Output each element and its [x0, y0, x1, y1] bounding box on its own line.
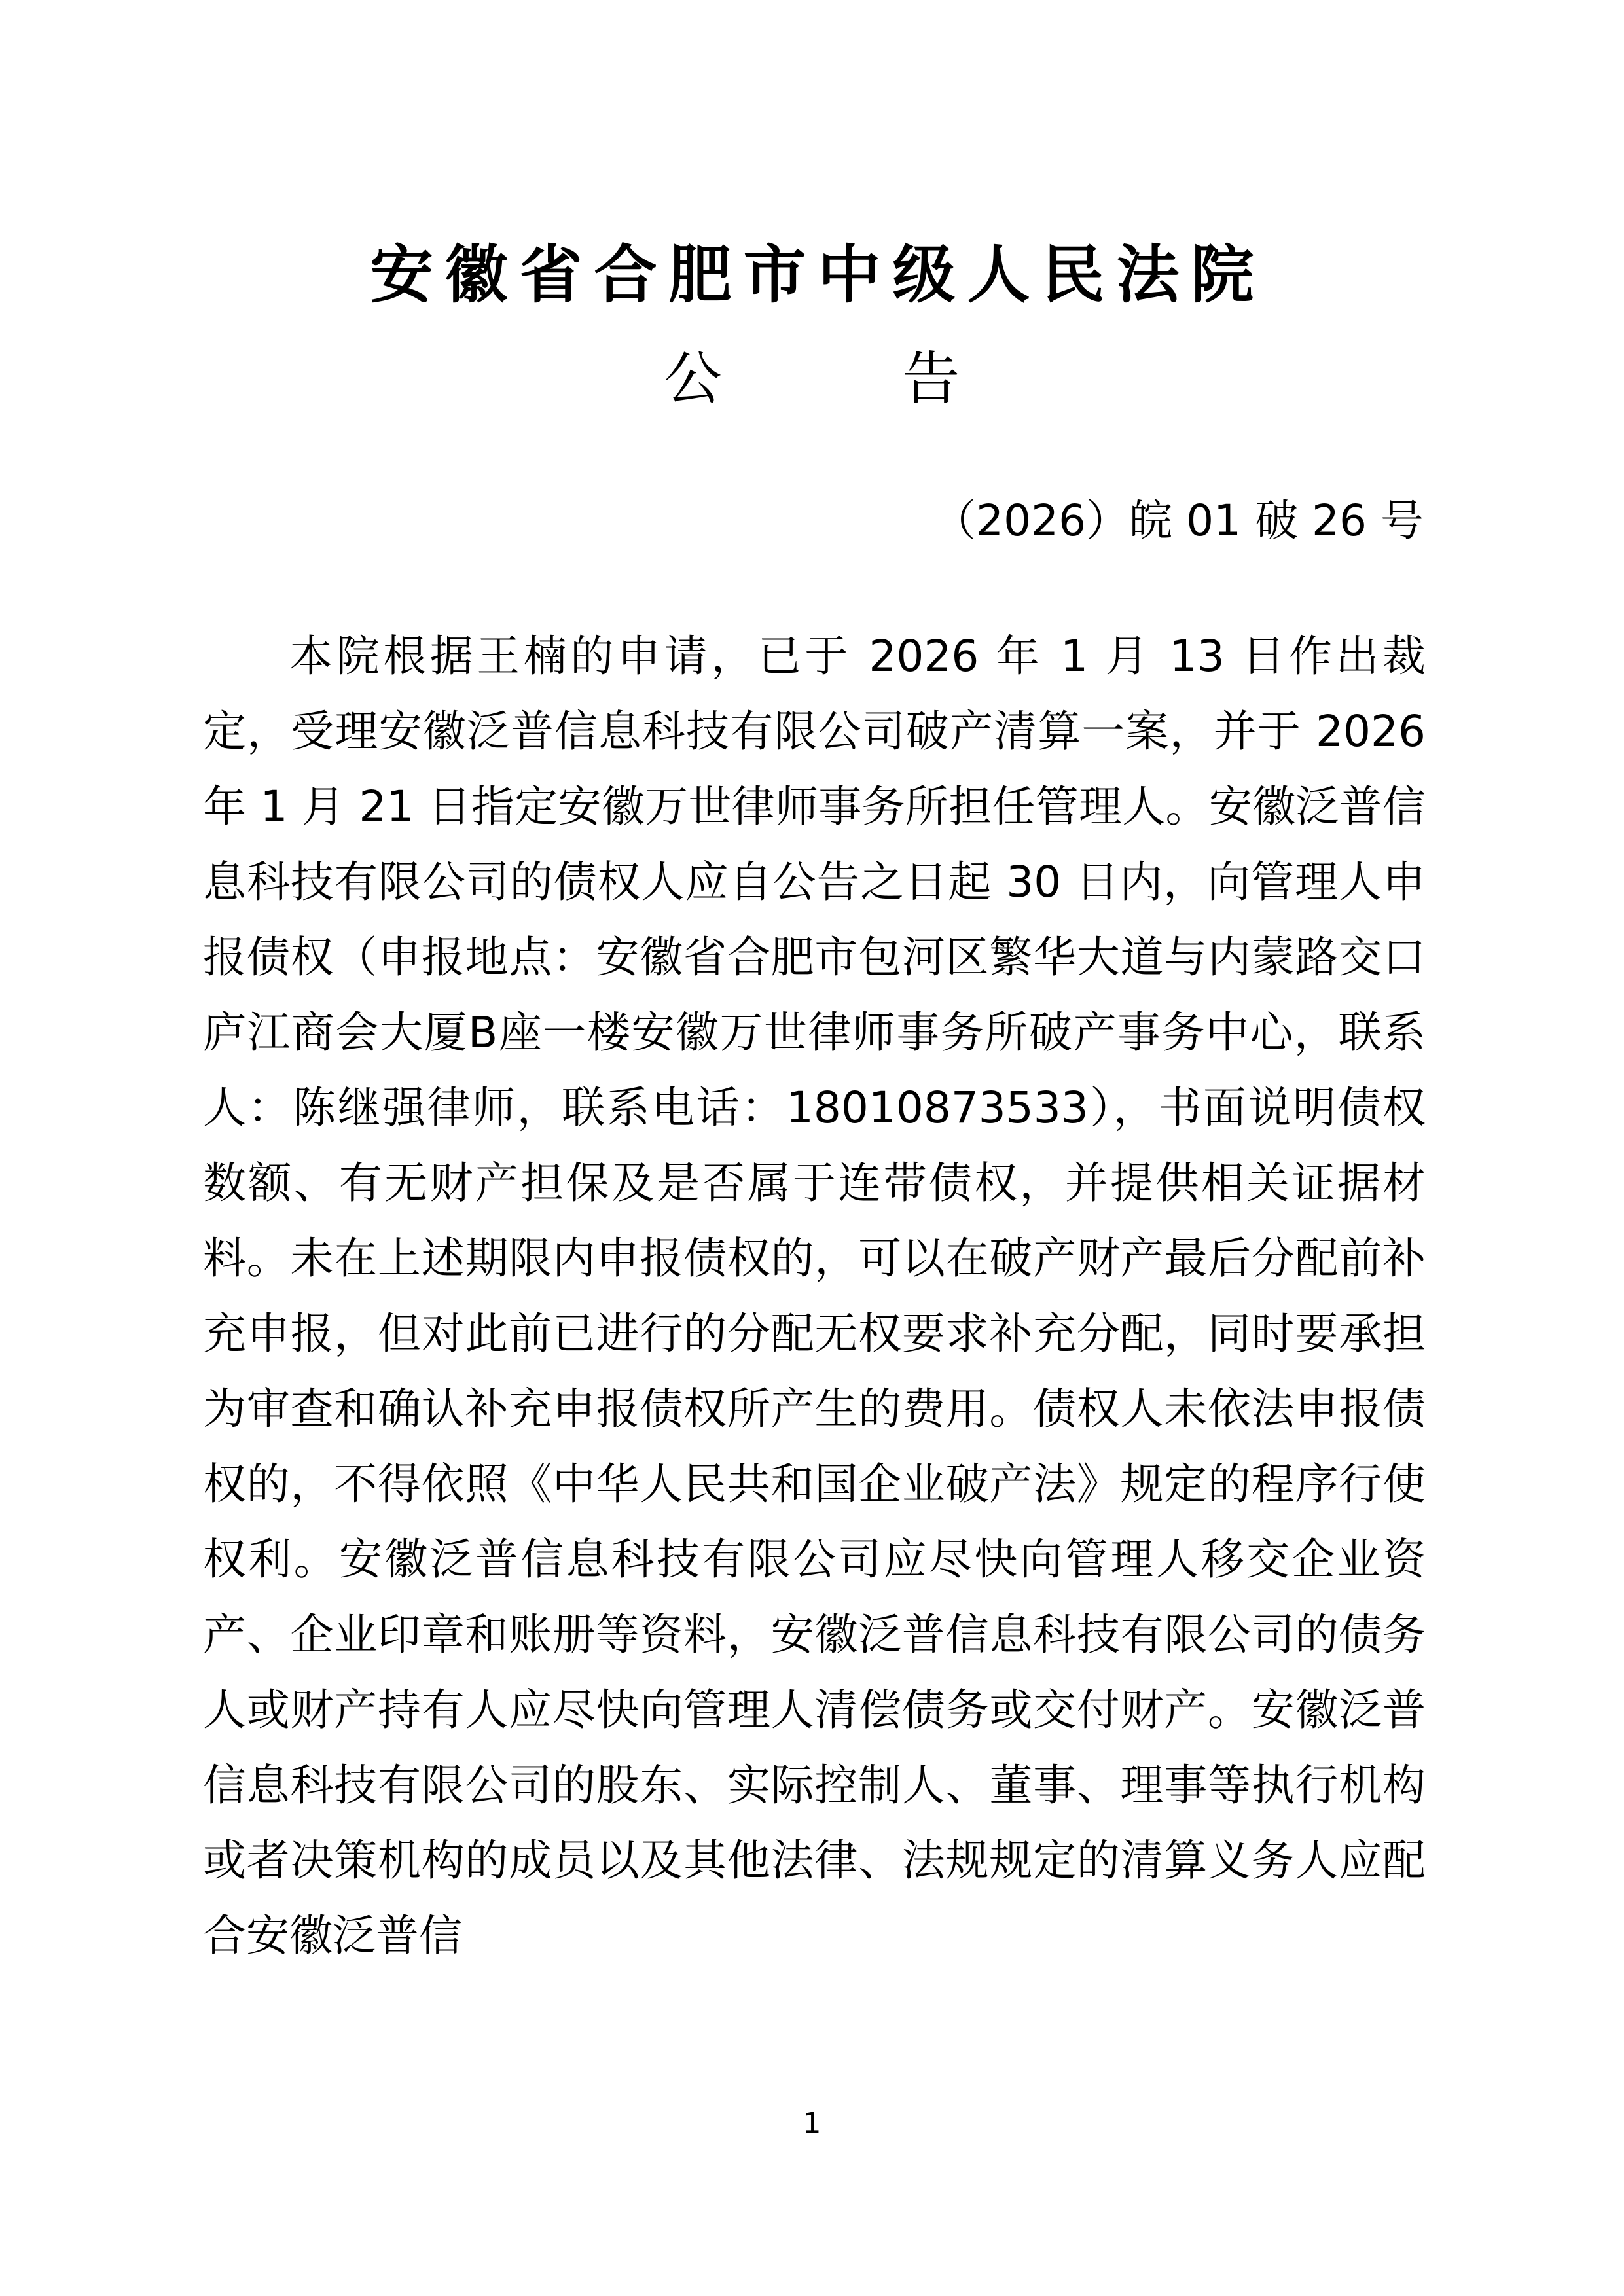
document-type-heading: 公 告: [664, 345, 967, 412]
page-number: 1: [803, 2107, 821, 2140]
announcement-body: [203, 619, 1426, 1973]
case-number: （2026）皖 01 破 26 号: [933, 495, 1424, 546]
announcement-paragraph: 本院根据王楠的申请，已于 2026 年 1 月 13 日作出裁定，受理安徽泛普信息科技有限公司破产清算一案，并于 2026 年 1 月 21 日指定安徽万世律师事务所担任管理人。安徽泛普信息科技有限公司的债权人应自公告之日起 30 日内，向管理人申报债权（申报地点：安徽省合肥市包河区繁华大道与内蒙路交口庐江商会大厦B座一楼安徽万世律师事务所破产事务中心，联系人：陈继强律师，联系电话：18010873533），书面说明债权数额、有无财产担保及是否属于连带债权，并提供相关证据材料。未在上述期限内申报债权的，可以在破产财产最后分配前补充申报，但对此前已进行的分配无权要求补充分配，同时要承担为审查和确认补充申报债权所产生的费用。债权人未依法申报债权的，不得依照《中华人民共和国企业破产法》规定的程序行使权利。安徽泛普信息科技有限公司应尽快向管理人移交企业资产、企业印章和账册等资料，安徽泛普信息科技有限公司的债务人或财产持有人应尽快向管理人清偿债务或交付财产。安徽泛普信息科技有限公司的股东、实际控制人、董事、理事等执行机构或者决策机构的成员以及其他法律、法规规定的清算义务人应配合安徽泛普信: [203, 631, 1426, 1961]
court-title: 安徽省合肥市中级人民法院: [370, 238, 1266, 312]
